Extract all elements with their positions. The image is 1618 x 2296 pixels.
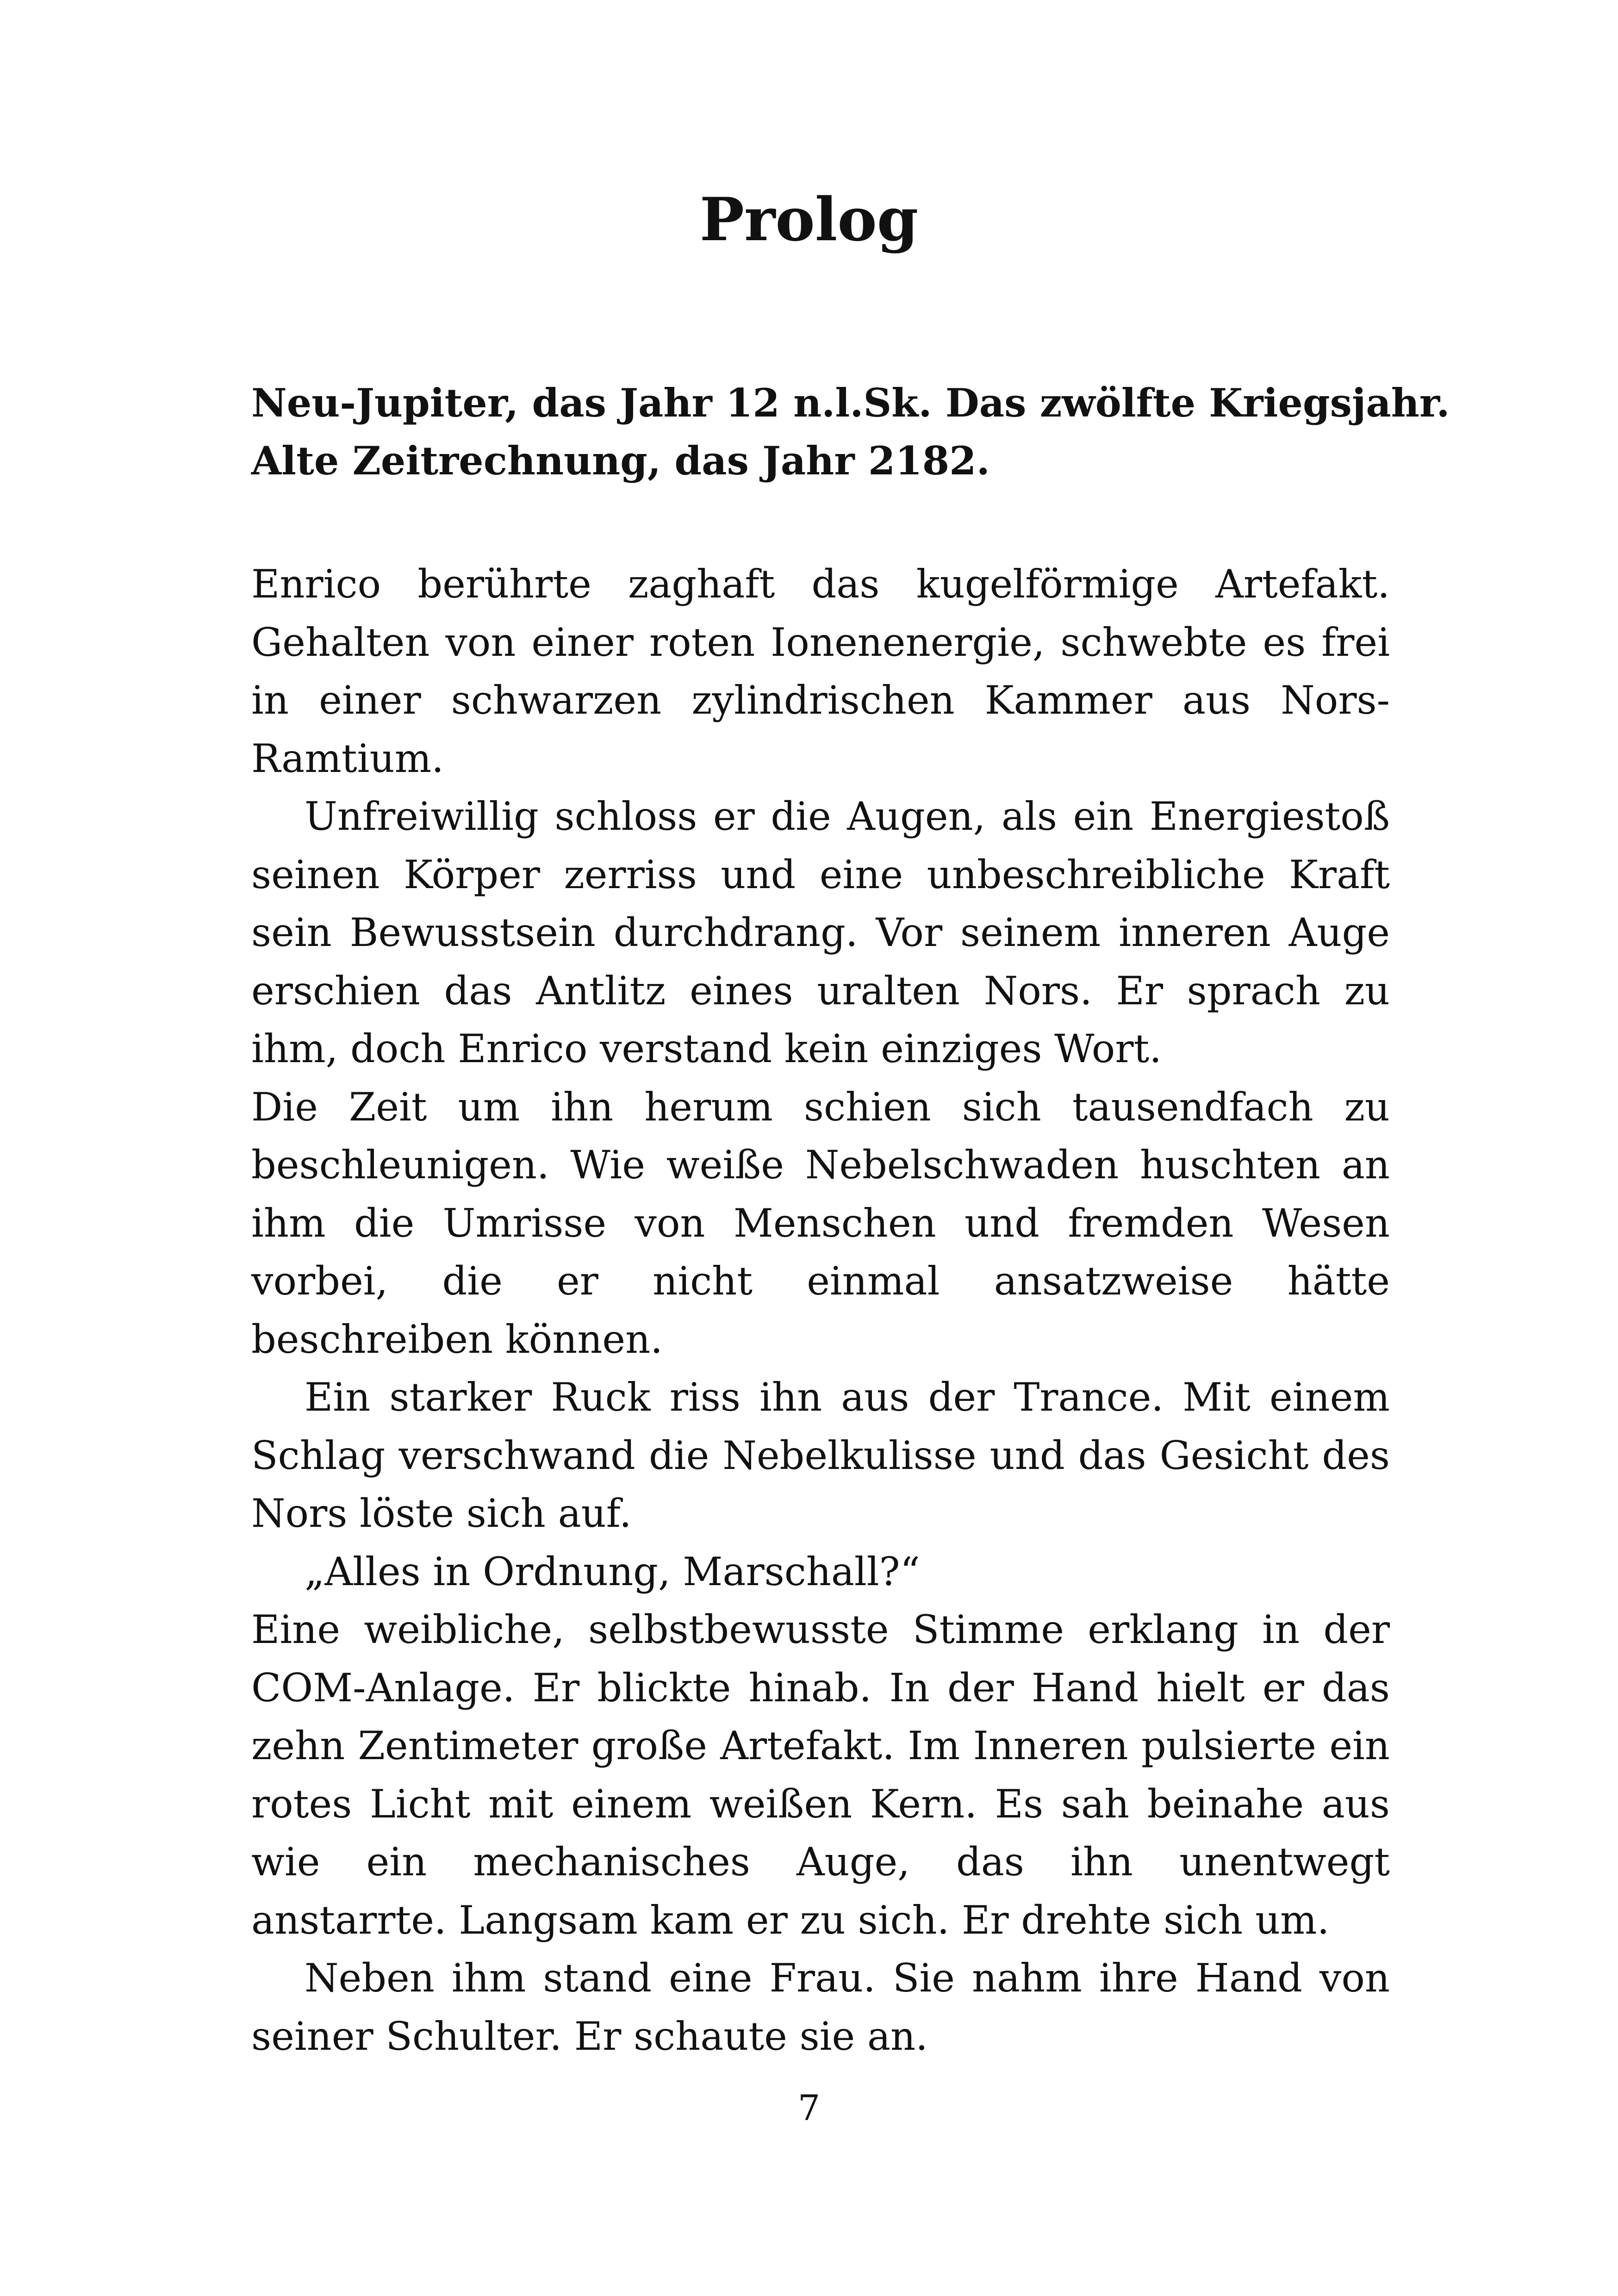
paragraph: Ein starker Ruck riss ihn aus der Trance. Mit einem Schlag verschwand die Nebelkulisse und das Gesicht des Nors löste sich auf. bbox=[251, 1375, 1390, 1536]
body-text bbox=[251, 555, 1390, 2066]
chapter-title: Prolog bbox=[699, 185, 919, 255]
paragraph: Die Zeit um ihn herum schien sich tausendfach zu beschleunigen. Wie weiße Nebelschwaden huschten an ihm die Umrisse von Menschen und fremden Wesen vorbei, die er nicht einmal ansatzweise hätte beschreiben können. bbox=[251, 1084, 1390, 1362]
scene-heading-line-1: Neu-Jupiter, das Jahr 12 n.l.Sk. Das zwölfte Kriegsjahr. bbox=[251, 380, 1450, 426]
scene-heading bbox=[251, 374, 1450, 490]
page-number: 7 bbox=[797, 2087, 821, 2128]
paragraph: Unfreiwillig schloss er die Augen, als ein Energiestoß seinen Körper zerriss und eine unbeschreibliche Kraft sein Bewusstsein durchdrang. Vor seinem inneren Auge erschien das Antlitz eines uralten Nors. Er sprach zu ihm, doch Enrico verstand kein einziges Wort. bbox=[251, 794, 1390, 1071]
paragraph: Eine weibliche, selbstbewusste Stimme erklang in der COM-Anlage. Er blickte hinab. In der Hand hielt er das zehn Zentimeter große Artefakt. Im Inneren pulsierte ein rotes Licht mit einem weißen Kern. Es sah beinahe aus wie ein mechanisches Auge, das ihn unentwegt anstarrte. Langsam kam er zu sich. Er drehte sich um. bbox=[251, 1607, 1390, 1943]
paragraph: Neben ihm stand eine Frau. Sie nahm ihre Hand von seiner Schulter. Er schaute sie an. bbox=[251, 1955, 1390, 2059]
dialogue-line: „Alles in Ordnung, Marschall?“ bbox=[305, 1549, 920, 1594]
paragraph: Enrico berührte zaghaft das kugelförmige Artefakt. Gehalten von einer roten Ionenenergie, schwebte es frei in einer schwarzen zylindrischen Kammer aus Nors-Ramtium. bbox=[251, 561, 1390, 781]
scene-heading-line-2: Alte Zeitrechnung, das Jahr 2182. bbox=[251, 438, 990, 484]
